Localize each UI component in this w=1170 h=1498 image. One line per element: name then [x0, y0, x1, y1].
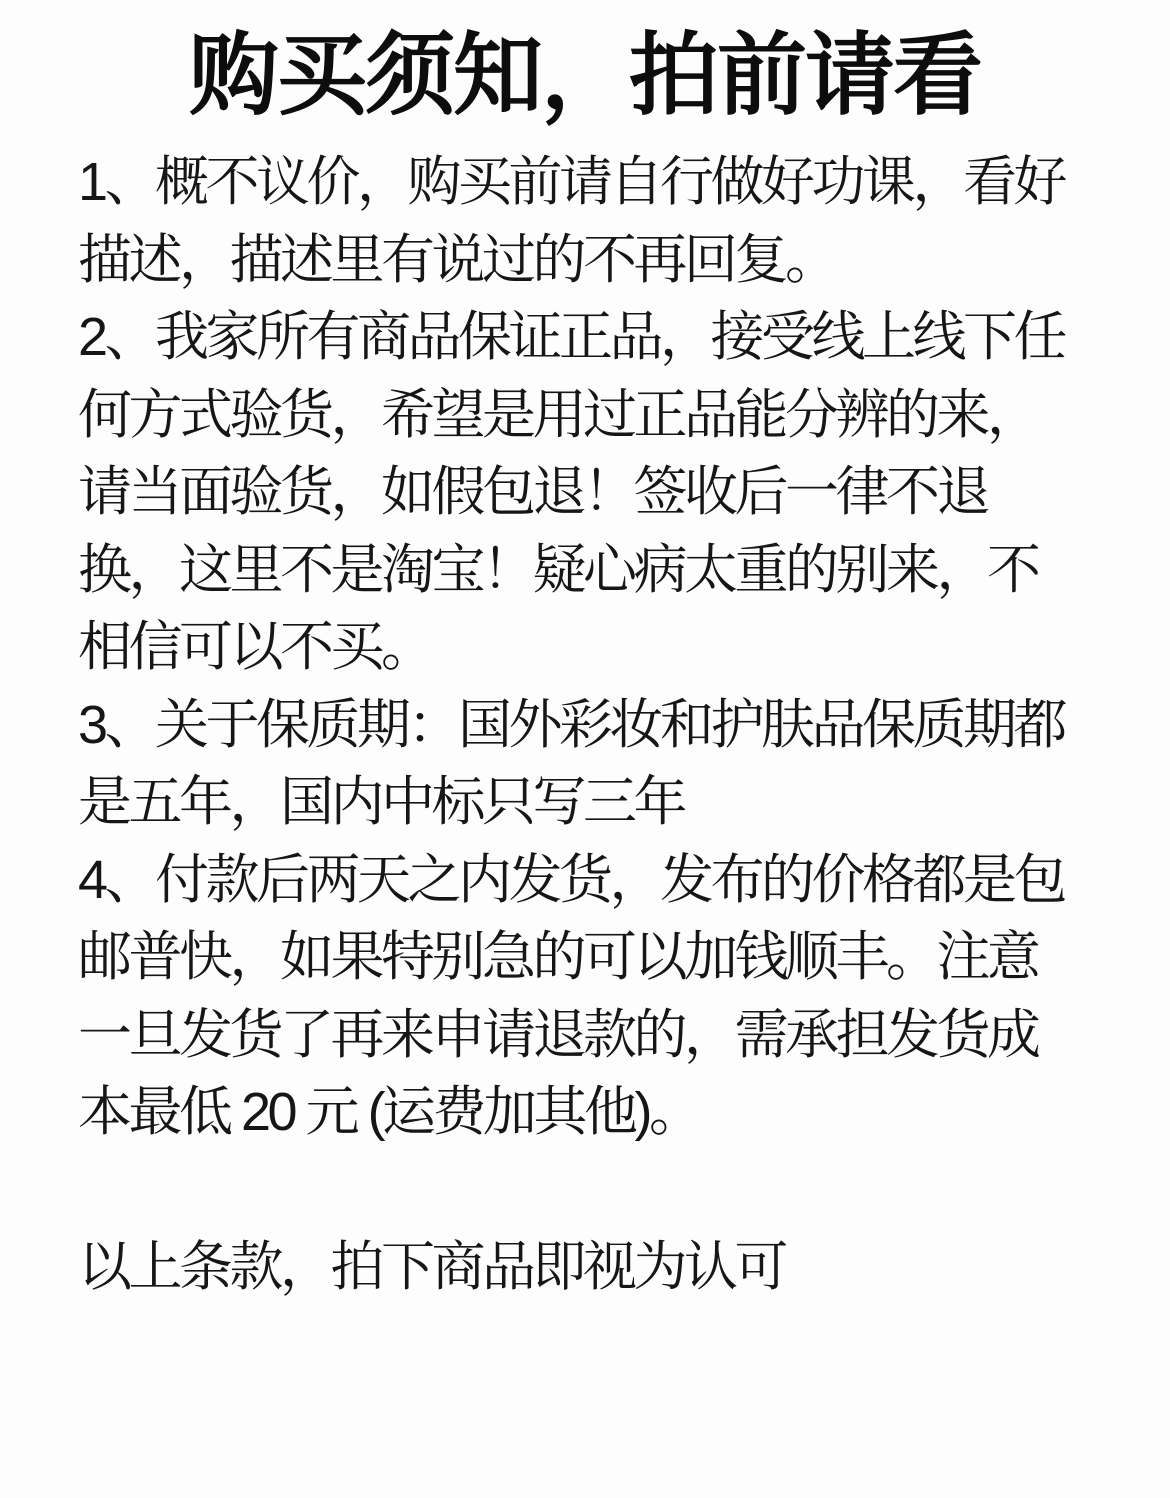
notice-text-line: 相信可以不买。 — [78, 617, 432, 677]
blank-line — [78, 1152, 1115, 1230]
notice-text-line: 4、付款后两天之内发货，发布的价格都是包 — [78, 849, 1065, 910]
notice-text-line: 本最低 20 元 (运费加其他)。 — [78, 1082, 700, 1142]
notice-body — [0, 144, 1170, 1307]
notice-text-line: 是五年，国内中标只写三年 — [78, 772, 684, 832]
notice-text-line: 2、我家所有商品保证正品，接受线上线下任 — [78, 307, 1065, 367]
notice-text-line: 以上条款，拍下商品即视为认可 — [78, 1237, 785, 1297]
notice-text-line: 邮普快，如果特别急的可以加钱顺丰。注意 — [78, 927, 1038, 987]
notice-text-line: 换，这里不是淘宝！疑心病太重的别来，不 — [78, 539, 1038, 600]
notice-text-line: 何方式验货，希望是用过正品能分辨的来， — [78, 384, 1038, 445]
notice-text-line: 3、关于保质期：国外彩妆和护肤品保质期都 — [78, 694, 1065, 755]
notice-text-line: 一旦发货了再来申请退款的，需承担发货成 — [78, 1004, 1038, 1065]
notice-text-line: 描述，描述里有说过的不再回复。 — [78, 229, 836, 290]
notice-text-line: 1、概不议价，购买前请自行做好功课，看好 — [78, 152, 1065, 212]
notice-text-line: 请当面验货，如假包退！签收后一律不退 — [78, 462, 987, 522]
page-title: 购买须知，拍前请看 — [189, 26, 981, 126]
